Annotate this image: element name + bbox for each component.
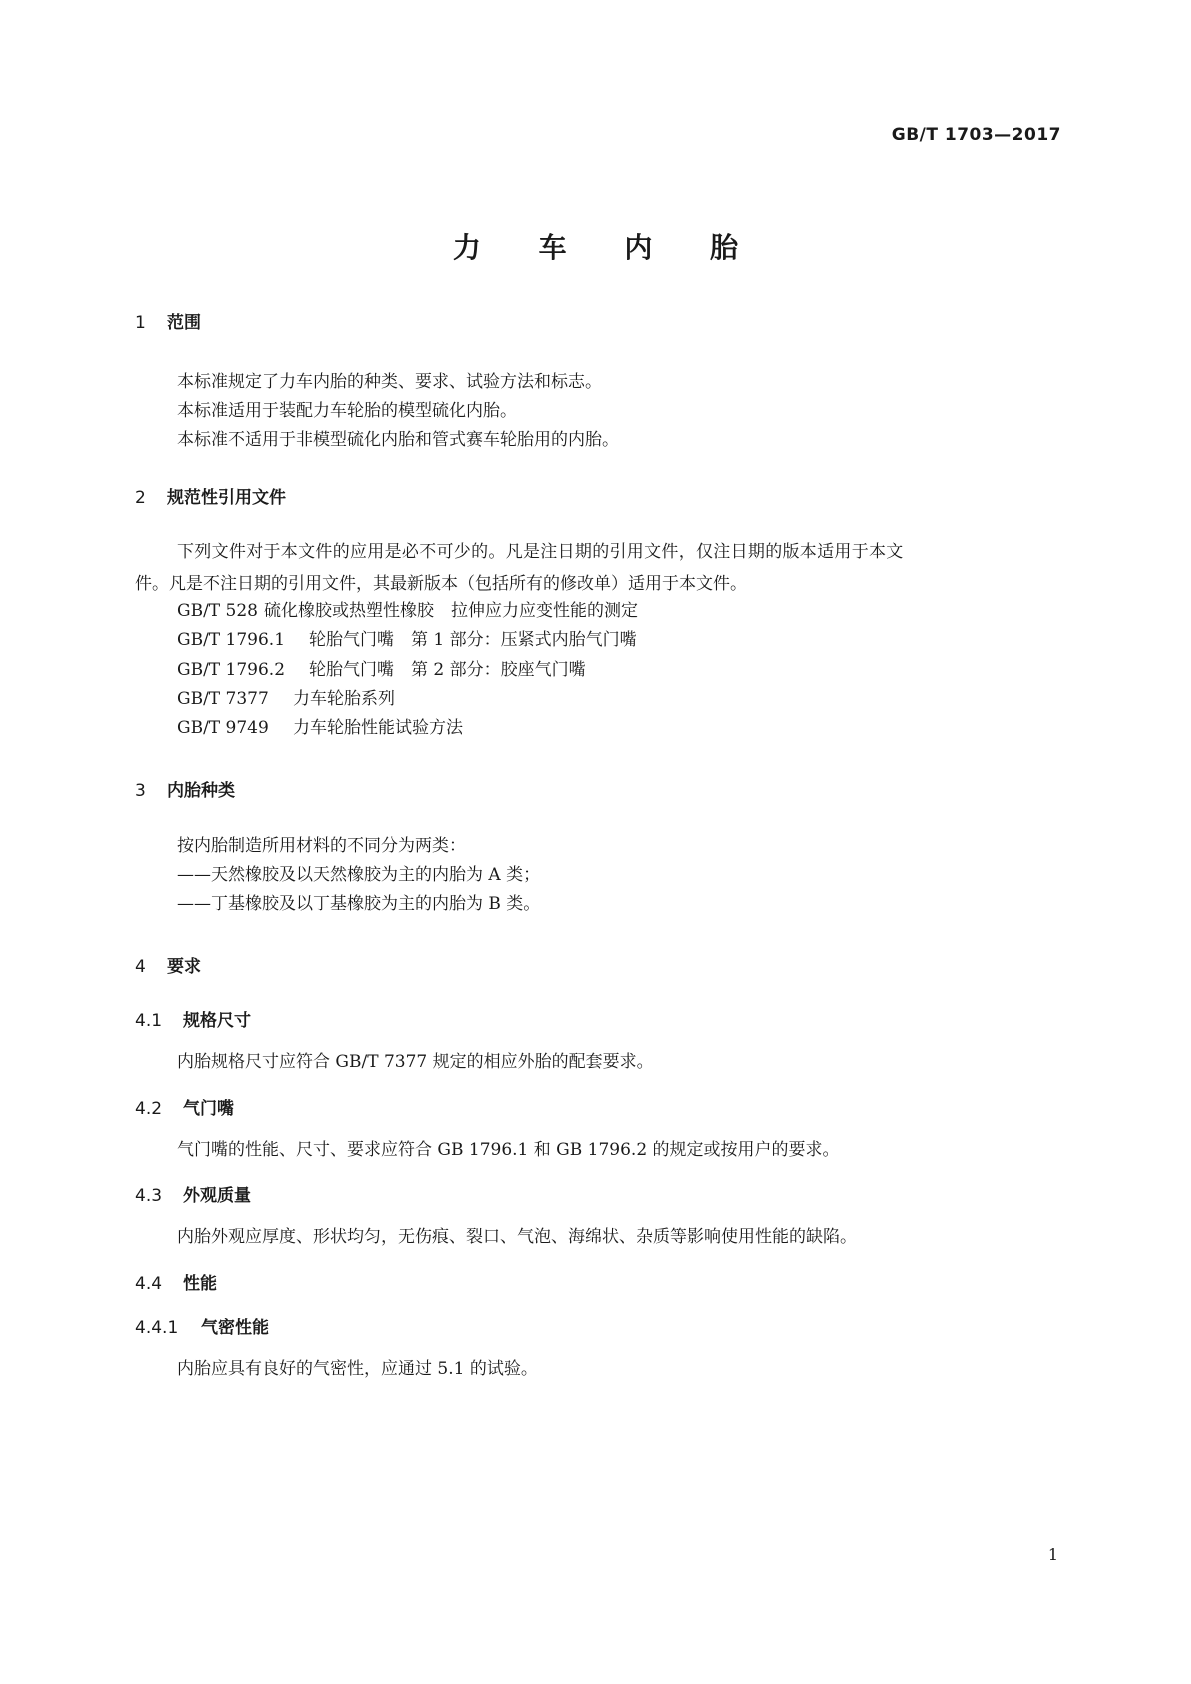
- paragraph: 内胎外观应厚度、形状均匀，无伤痕、裂口、气泡、海绵状、杂质等影响使用性能的缺陷。: [177, 1227, 857, 1247]
- section-number: 1: [135, 313, 146, 333]
- section-number: 4.4: [135, 1274, 163, 1294]
- reference-title: 力车轮胎系列: [293, 689, 395, 709]
- reference-title: 硫化橡胶或热塑性橡胶 拉伸应力应变性能的测定: [264, 601, 638, 621]
- standard-id: GB/T 1703—2017: [891, 125, 1061, 145]
- section-4-heading: [135, 952, 201, 977]
- paragraph: 本标准规定了力车内胎的种类、要求、试验方法和标志。: [177, 372, 602, 392]
- paragraph: 内胎应具有良好的气密性，应通过 5.1 的试验。: [177, 1359, 538, 1379]
- page-number: 1: [1047, 1545, 1058, 1564]
- section-title: 气门嘴: [183, 1099, 234, 1119]
- section-title: 规范性引用文件: [167, 488, 286, 508]
- section-number: 4.2: [135, 1099, 163, 1119]
- reference-item: [177, 595, 638, 627]
- section-1-heading: [135, 308, 201, 333]
- section-number: 4: [135, 957, 146, 977]
- reference-code: GB/T 1796.1: [177, 630, 286, 650]
- section-4-2-heading: [135, 1094, 234, 1119]
- paragraph-line: 下列文件对于本文件的应用是必不可少的。凡是注日期的引用文件，仅注日期的版本适用于本文: [177, 542, 904, 562]
- paragraph: [135, 536, 1070, 600]
- section-number: 2: [135, 488, 146, 508]
- section-title: 要求: [167, 957, 201, 977]
- reference-item: [177, 624, 637, 656]
- reference-code: GB/T 9749: [177, 718, 269, 738]
- document-title: 力 车 内 胎: [452, 231, 763, 264]
- reference-title: 轮胎气门嘴 第 1 部分：压紧式内胎气门嘴: [309, 630, 637, 650]
- section-number: 4.4.1: [135, 1318, 179, 1338]
- reference-title: 轮胎气门嘴 第 2 部分：胶座气门嘴: [309, 660, 586, 680]
- list-item: ——天然橡胶及以天然橡胶为主的内胎为 A 类；: [177, 865, 541, 885]
- section-number: 3: [135, 781, 146, 801]
- section-2-heading: [135, 483, 286, 508]
- paragraph-line: 件。凡是不注日期的引用文件，其最新版本（包括所有的修改单）适用于本文件。: [135, 574, 747, 594]
- paragraph: 内胎规格尺寸应符合 GB/T 7377 规定的相应外胎的配套要求。: [177, 1052, 654, 1072]
- section-4-4-heading: [135, 1269, 217, 1294]
- reference-item: [177, 712, 463, 744]
- list-item: ——丁基橡胶及以丁基橡胶为主的内胎为 B 类。: [177, 894, 541, 914]
- reference-item: [177, 654, 586, 686]
- section-title: 规格尺寸: [183, 1011, 251, 1031]
- reference-title: 力车轮胎性能试验方法: [293, 718, 463, 738]
- section-title: 性能: [183, 1274, 217, 1294]
- section-4-4-1-heading: [135, 1313, 269, 1338]
- paragraph: 本标准适用于装配力车轮胎的模型硫化内胎。: [177, 401, 517, 421]
- paragraph: 本标准不适用于非模型硫化内胎和管式赛车轮胎用的内胎。: [177, 430, 619, 450]
- section-title: 气密性能: [201, 1318, 269, 1338]
- section-title: 外观质量: [183, 1186, 251, 1206]
- section-title: 范围: [167, 313, 201, 333]
- reference-code: GB/T 7377: [177, 689, 269, 709]
- reference-code: GB/T 528: [177, 601, 258, 621]
- reference-item: [177, 683, 395, 715]
- section-3-heading: [135, 776, 235, 801]
- reference-code: GB/T 1796.2: [177, 660, 286, 680]
- paragraph: 气门嘴的性能、尺寸、要求应符合 GB 1796.1 和 GB 1796.2 的规定或按用户的要求。: [177, 1140, 840, 1160]
- section-number: 4.3: [135, 1186, 163, 1206]
- section-number: 4.1: [135, 1011, 163, 1031]
- section-4-1-heading: [135, 1006, 251, 1031]
- paragraph: 按内胎制造所用材料的不同分为两类：: [177, 836, 466, 856]
- section-4-3-heading: [135, 1181, 251, 1206]
- section-title: 内胎种类: [167, 781, 235, 801]
